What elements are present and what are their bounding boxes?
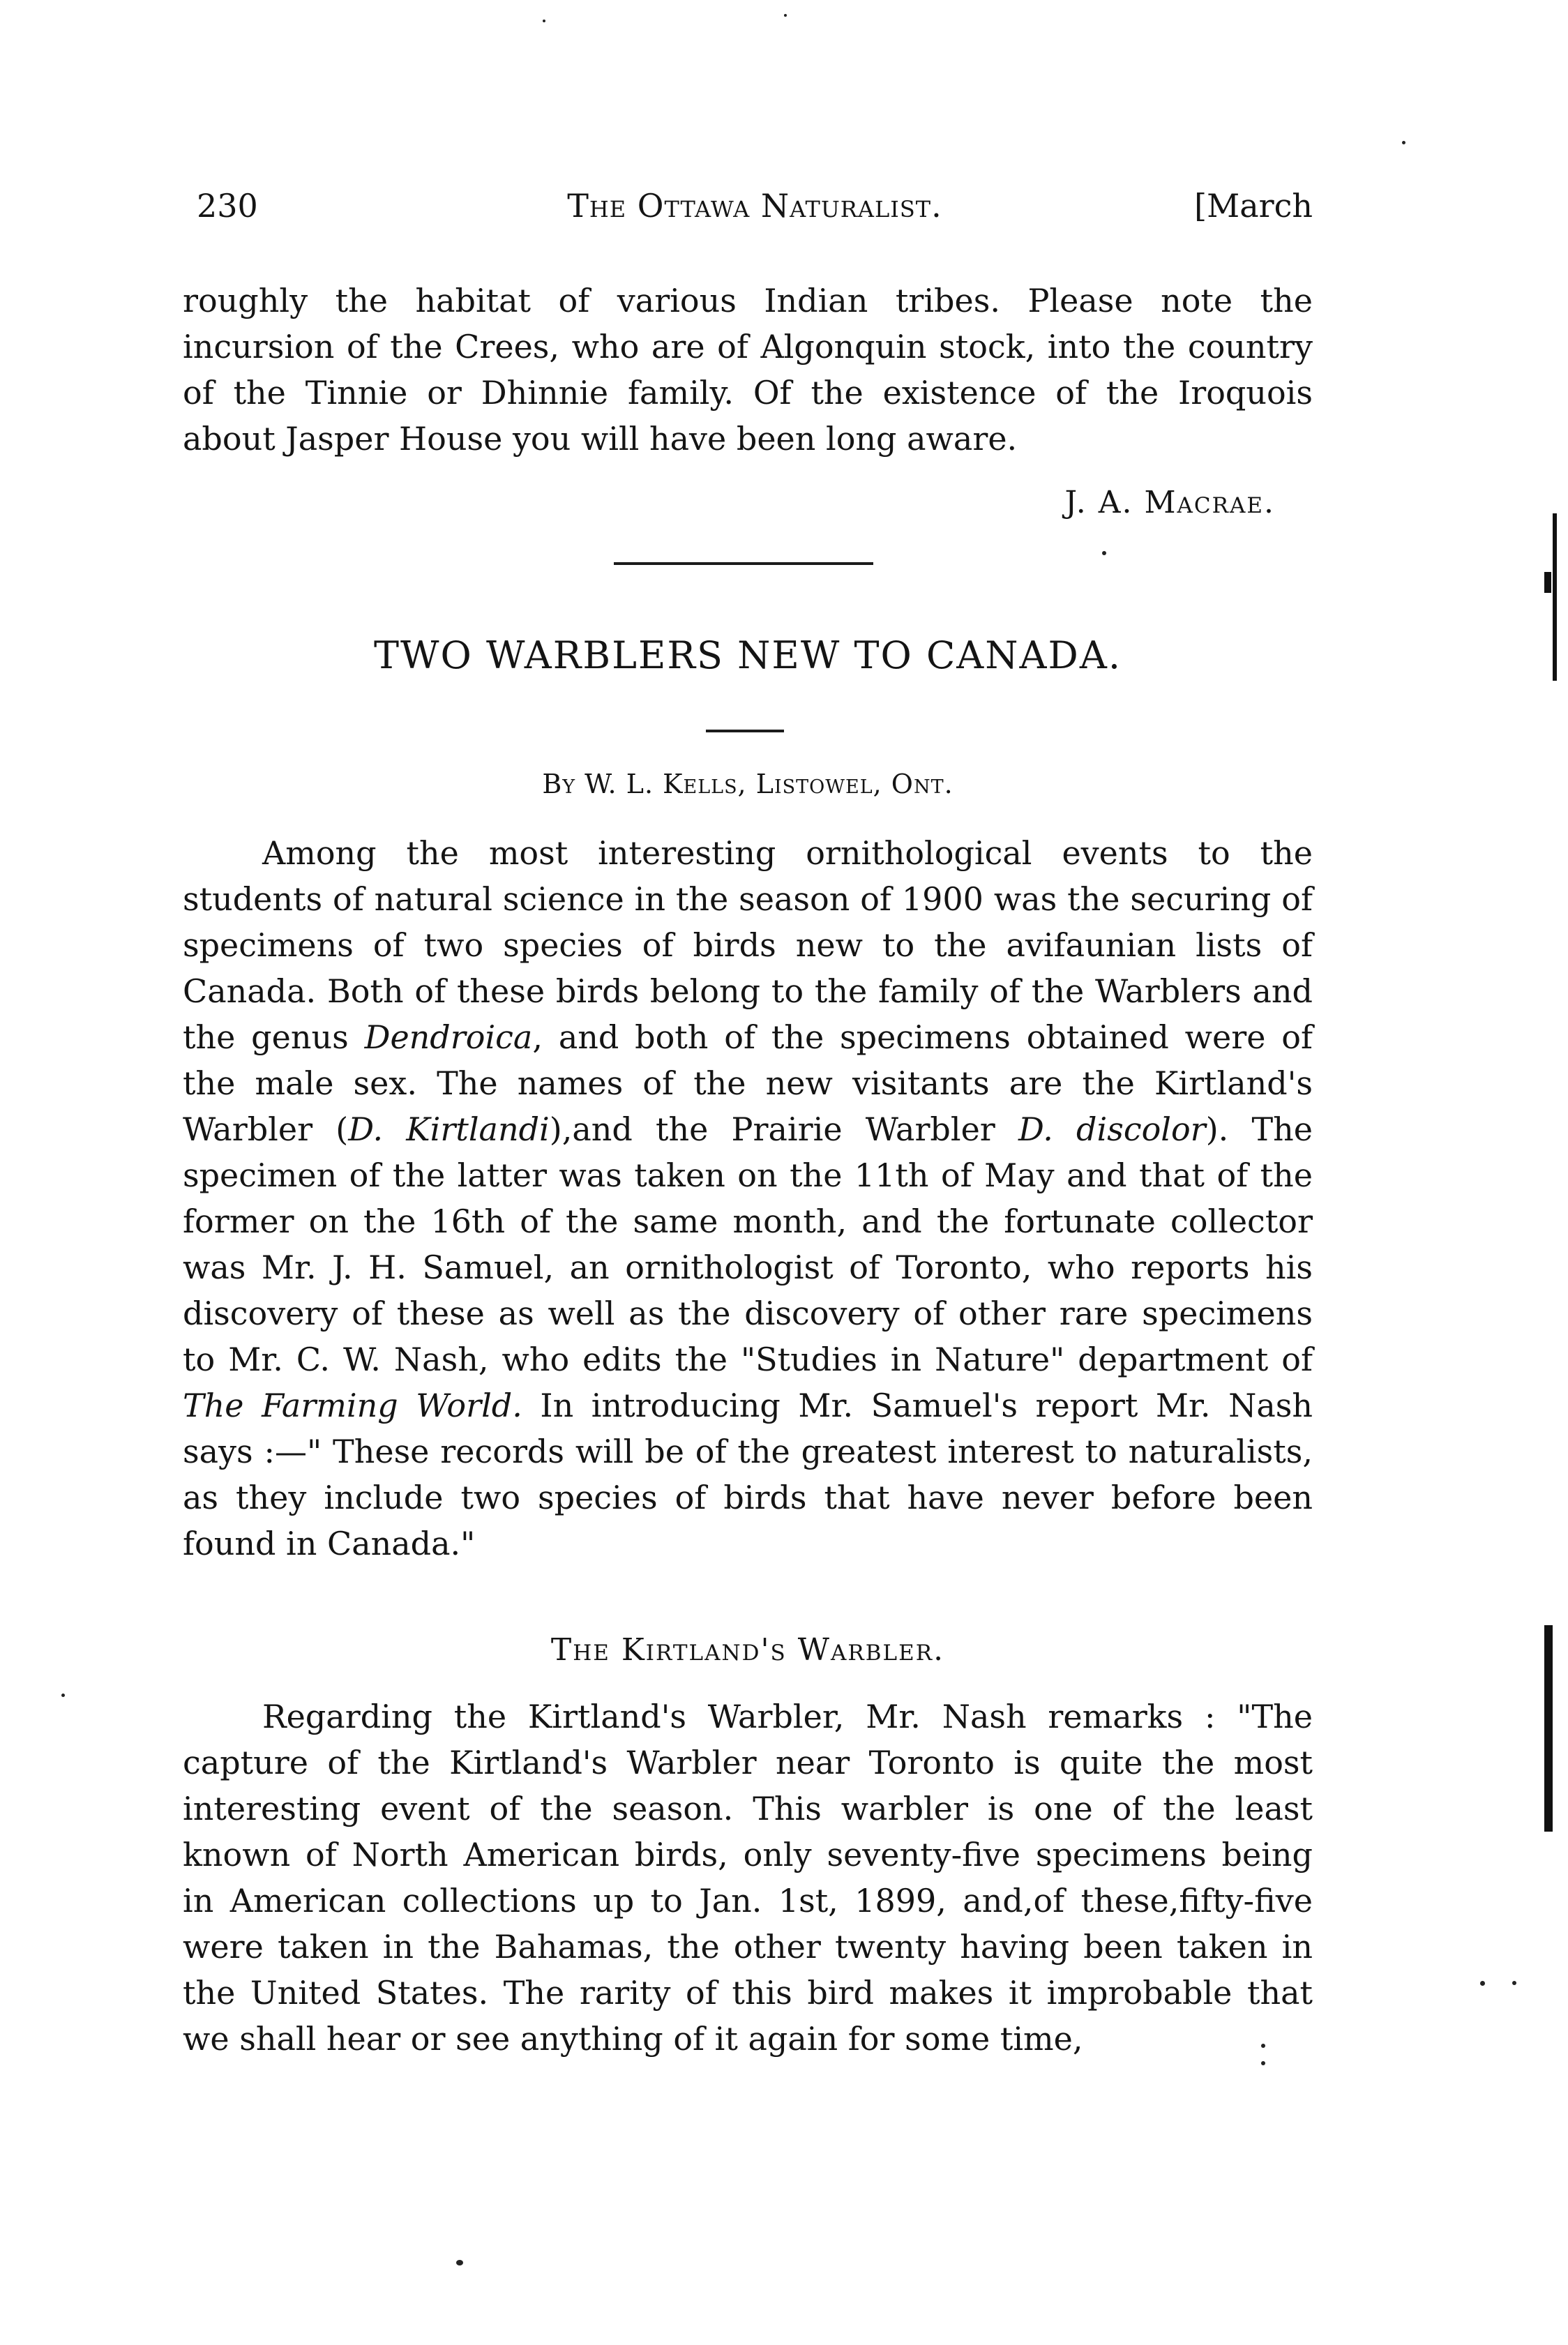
- author-signature: J. A. Macrae.: [1064, 485, 1275, 520]
- scan-mark-upper: [1553, 513, 1557, 681]
- section-text: Regarding the Kirtland's Warbler, Mr. Nash remarks : "The capture of the Kirtland's Warbler near Toronto is quite the most interesting event of the season. This warbler is one of the least known of North American birds, only seventy-five specimens being in American collections up to Jan. 1st, 1899, and,of these,fifty-five were taken in the Bahamas, the other twenty having been taken in the United States. The rarity of this bird makes it improbable that we shall hear or see anything of it again for some time,: [183, 1698, 1313, 2058]
- intro-text-part-4: ). The specimen of the latter was taken on the 11th of May and that of the former on the 16th of the same month, and the fortunate collector was Mr. J. H. Samuel, an ornithologist of Toronto, who reports his discovery of these as well as the discovery of other rare specimens to Mr. C. W. Nash, who edits the "Studies in Nature" department of: [183, 1110, 1313, 1378]
- scan-mark-lower: [1544, 1625, 1553, 1832]
- intro-text-part-5: In introducing Mr. Samuel's report Mr. Nash says :—" These records will be of the greatest interest to naturalists, as they include two species of birds that have never before been found in Canada.": [183, 1387, 1313, 1562]
- scan-speck: [456, 2260, 463, 2265]
- section-paragraph: [183, 1694, 1313, 2062]
- section-divider-rule: [614, 562, 873, 565]
- scan-speck: [1261, 2044, 1265, 2048]
- scan-speck: [1102, 551, 1106, 555]
- intro-text-part-2: , and both of the specimens obtained were of the male sex. The names of the new visitants are the Kirtland's Warbler (: [183, 1018, 1313, 1148]
- journal-title: The Ottawa Naturalist.: [567, 187, 942, 225]
- section-heading: The Kirtland's Warbler.: [550, 1632, 945, 1668]
- issue-month: [March: [1194, 187, 1313, 225]
- scan-speck: [1261, 2061, 1265, 2065]
- article-byline: By W. L. Kells, Listowel, Ont.: [542, 769, 953, 799]
- species-name-discolor: D. discolor: [1018, 1110, 1206, 1148]
- intro-text: [183, 830, 1313, 1567]
- title-underline-rule: [706, 730, 784, 732]
- intro-text-part-3: ),and the Prairie Warbler: [549, 1110, 1018, 1148]
- publication-name: The Farming World.: [183, 1387, 522, 1424]
- scan-speck: [1480, 1981, 1485, 1986]
- page-number: 230: [197, 187, 258, 225]
- scan-speck: [1512, 1981, 1516, 1985]
- continued-text: roughly the habitat of various Indian tribes. Please note the incursion of the Crees, who are of Algonquin stock, into the country of the Tinnie or Dhinnie family. Of the existence of the Iroquois about Jasper House you will have been long aware.: [183, 282, 1313, 458]
- scan-speck: [61, 1694, 65, 1697]
- article-title: TWO WARBLERS NEW TO CANADA.: [373, 633, 1122, 677]
- scan-speck: [543, 20, 545, 22]
- species-name-kirtlandi: D. Kirtlandi: [348, 1110, 550, 1148]
- continued-paragraph: [183, 278, 1313, 462]
- scan-speck: [784, 14, 787, 17]
- scan-mark-upper-tick: [1544, 572, 1551, 593]
- intro-text-part-1: Among the most interesting ornithological events to the students of natural science in the season of 1900 was the securing of specimens of two species of birds new to the avifaunian lists of Canada. Both of these birds belong to the family of the Warblers and the genus: [183, 834, 1313, 1056]
- scan-speck: [1402, 141, 1405, 144]
- running-header: [197, 187, 1313, 236]
- intro-paragraph: [183, 830, 1313, 1567]
- genus-name: Dendroica: [364, 1018, 533, 1056]
